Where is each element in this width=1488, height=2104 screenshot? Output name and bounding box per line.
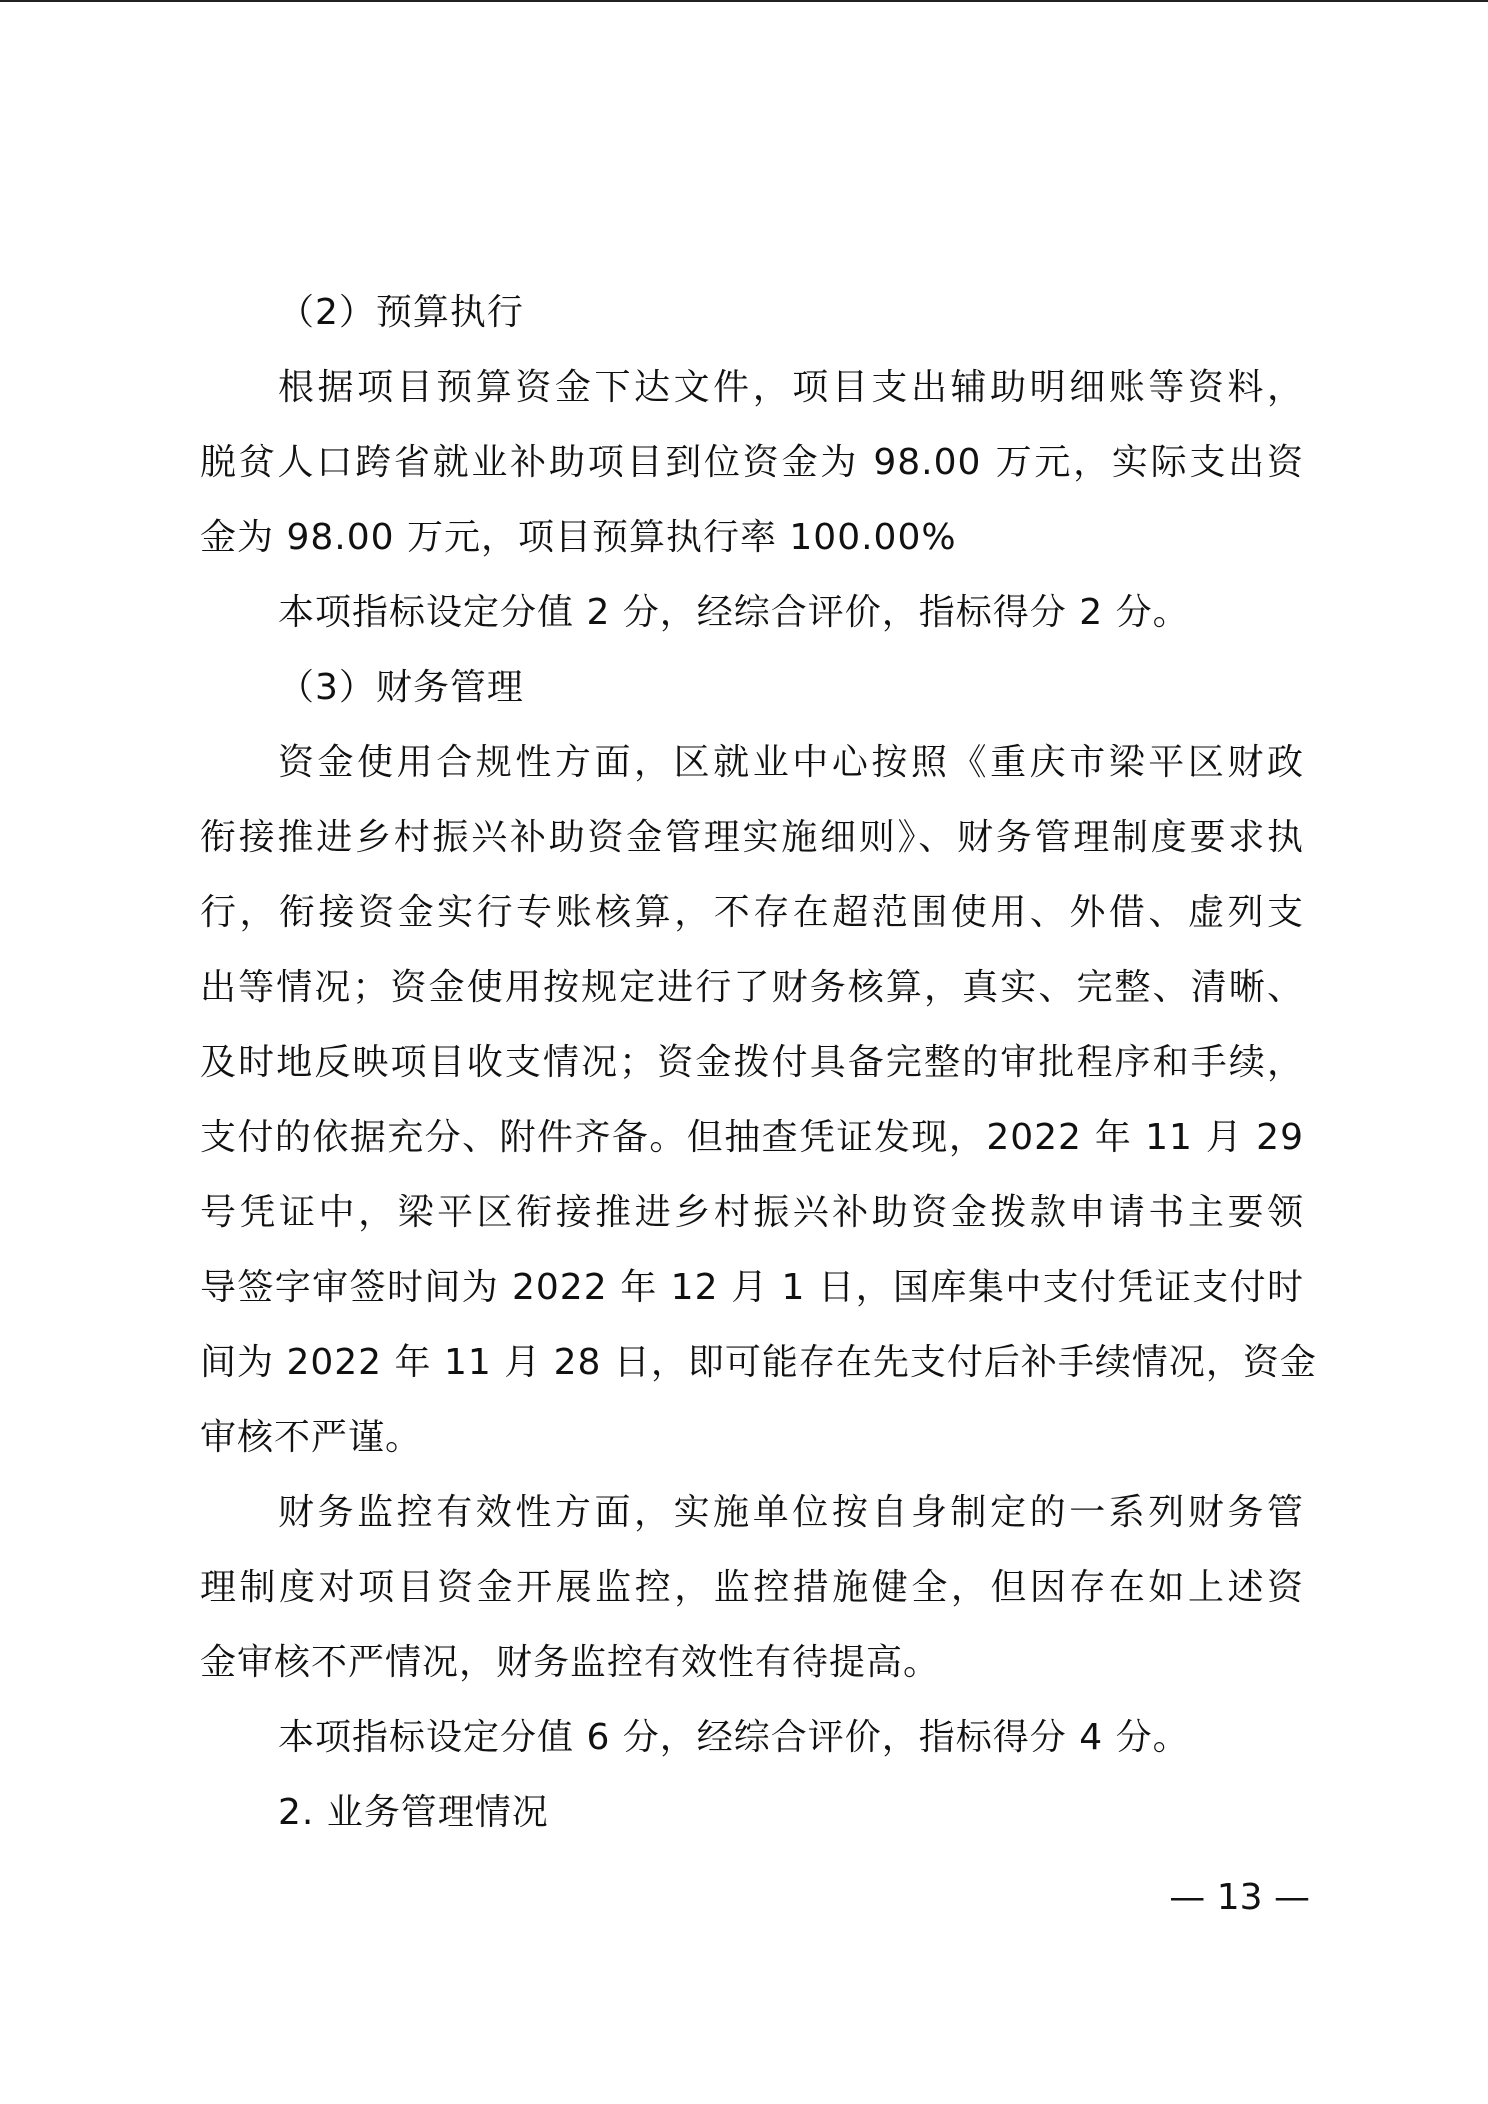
paragraph-line: 本项指标设定分值 6 分，经综合评价，指标得分 4 分。: [278, 1717, 1190, 1758]
paragraph-line: 审核不严谨。: [200, 1417, 423, 1458]
paragraph-line: 财务监控有效性方面，实施单位按自身制定的一系列财务管: [278, 1492, 1304, 1533]
paragraph-line: 间为 2022 年 11 月 28 日，即可能存在先支付后补手续情况，资金: [200, 1342, 1317, 1383]
paragraph-line: 脱贫人口跨省就业补助项目到位资金为 98.00 万元，实际支出资: [200, 442, 1304, 483]
paragraph-line: 支付的依据充分、附件齐备。但抽查凭证发现，2022 年 11 月 29: [200, 1117, 1304, 1158]
paragraph-line: 资金使用合规性方面，区就业中心按照《重庆市梁平区财政: [278, 742, 1304, 783]
paragraph-line: 及时地反映项目收支情况；资金拨付具备完整的审批程序和手续，: [200, 1042, 1304, 1083]
page-number: — 13 —: [1169, 1877, 1310, 1918]
paragraph-line: 理制度对项目资金开展监控，监控措施健全，但因存在如上述资: [200, 1567, 1304, 1608]
section-heading-business-management: 2. 业务管理情况: [278, 1792, 549, 1833]
paragraph-line: 出等情况；资金使用按规定进行了财务核算，真实、完整、清晰、: [200, 967, 1304, 1008]
paragraph-line: 号凭证中，梁平区衔接推进乡村振兴补助资金拨款申请书主要领: [200, 1192, 1304, 1233]
paragraph-line: 金审核不严情况，财务监控有效性有待提高。: [200, 1642, 941, 1683]
paragraph-line: 导签字审签时间为 2022 年 12 月 1 日，国库集中支付凭证支付时: [200, 1267, 1304, 1308]
paragraph-line: 本项指标设定分值 2 分，经综合评价，指标得分 2 分。: [278, 592, 1190, 633]
section-heading-budget-execution: （2）预算执行: [278, 292, 524, 333]
paragraph-line: 行，衔接资金实行专账核算，不存在超范围使用、外借、虚列支: [200, 892, 1304, 933]
section-heading-financial-management: （3）财务管理: [278, 667, 524, 708]
paragraph-line: 衔接推进乡村振兴补助资金管理实施细则》、财务管理制度要求执: [200, 817, 1304, 858]
document-body: [200, 275, 1317, 1850]
paragraph-line: 根据项目预算资金下达文件，项目支出辅助明细账等资料，: [278, 367, 1304, 408]
page-top-border: [0, 0, 1488, 2]
paragraph-line: 金为 98.00 万元，项目预算执行率 100.00%: [200, 517, 957, 558]
